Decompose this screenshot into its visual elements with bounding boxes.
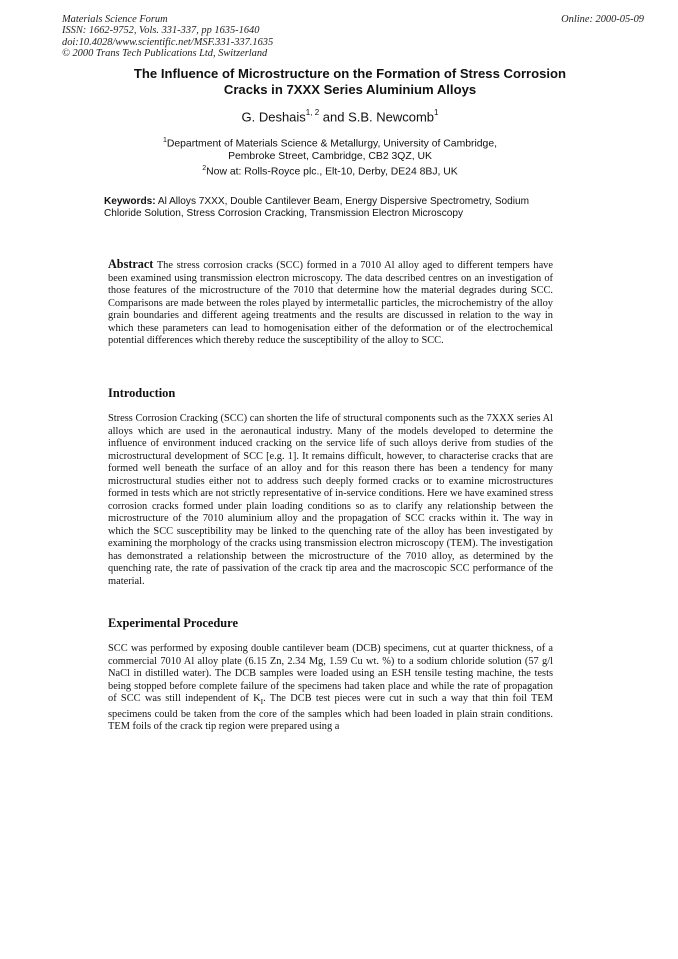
abstract: [108, 258, 553, 348]
affiliation-2: [100, 163, 560, 179]
affiliation-2-line-1: Now at: Rolls-Royce plc., Elt-10, Derby, DE24 8BJ, UK: [206, 166, 458, 178]
affiliation-2-number: 2: [202, 165, 207, 172]
experimental-text-part-1: SCC was performed by exposing double cantilever beam (DCB) specimens, cut at quarter thickness, of a commercial 7010 Al alloy plate (6.15 Zn, 2.34 Mg, 1.59 Cu wt. %) to a sodium chloride solution (57 g/l NaCl in distilled water). The DCB samples were loaded using an ESH tensile testing machine, the tests being stopped before complete failure of the specimens had taken place and while the rate of propagation of SCC was still independent of K: [108, 643, 553, 704]
abstract-text: The stress corrosion cracks (SCC) formed in a 7010 Al alloy aged to different tempers have been examined using transmission electron microscopy. The data described centres on an investigation of those features of the microstructure of the 7010 that determine how the material degrades during SCC. Comparisons are made between the roles played by intermetallic particles, the microchemistry of the alloy grain boundaries and different ageing treatments and the results are discussed in relation to the way in which these parameters can lead to homogenisation either of the deformation or of the electrochemical potential differences which thereby reduce the susceptibility of the alloy to SCC.: [108, 260, 553, 346]
title-line-2: Cracks in 7XXX Series Aluminium Alloys: [223, 81, 477, 97]
author-separator: and: [319, 109, 349, 125]
journal-name: Materials Science Forum: [62, 14, 168, 25]
online-date: Online: 2000-05-09: [561, 14, 644, 25]
title-line-1: The Influence of Microstructure on the Formation of Stress Corrosion: [133, 66, 567, 81]
paper-title: [90, 66, 610, 97]
keywords-text: Al Alloys 7XXX, Double Cantilever Beam, Energy Dispersive Spectrometry, Sodium Chloride Solution, Stress Corrosion Cracking, Transmission Electron Microscopy: [104, 196, 530, 220]
author-deshais: G. Deshais: [241, 109, 306, 125]
author-list: [90, 109, 590, 124]
keywords-label: Keywords:: [104, 196, 156, 207]
affiliation-1-line-2: Pembroke Street, Cambridge, CB2 3QZ, UK: [228, 150, 432, 162]
keywords: [104, 196, 554, 221]
experimental-text: [108, 643, 553, 734]
experimental-heading: Experimental Procedure: [108, 616, 238, 630]
experimental-subscript: I: [260, 697, 264, 707]
introduction-text: Stress Corrosion Cracking (SCC) can shorten the life of structural components such as the 7XXX series Al alloys which are used in the aeronautical industry. Many of the models developed to determine the influence of environment induced cracking on the service life of such alloys derive from studies of the microstructural development of SCC [e.g. 1]. It remains difficult, however, to characterise cracks that are formed well beneath the surface of an alloy and for this reason there has been a tendency for many microstructural studies either not to address such deeply formed cracks or to examine microstructures formed in tests which are not strictly representative of in-service conditions. Here we have examined stress corrosion cracks formed under plain loading conditions so as to clarify any relationship between the microstructure of the 7010 aluminium alloy and the propagation of SCC cracks within it. The way in which the SCC susceptibility may be linked to the quenching rate of the alloy has been investigated by examining the morphology of the cracks using transmission electron microscopy (TEM). The investigation has demonstrated a relationship between the microstructure of the 7010 alloy, as determined by the quenching rate, the rate of passivation of the crack tip area and the macroscopic SCC performance of the material.: [108, 413, 553, 587]
issn-line: ISSN: 1662-9752, Vols. 331-337, pp 1635-1640: [62, 25, 260, 37]
doi-line[interactable]: doi:10.4028/www.scientific.net/MSF.331-337.1635: [62, 36, 274, 48]
affiliation-1-line-1: Department of Materials Science & Metallurgy, University of Cambridge,: [166, 138, 498, 150]
experimental-text-part-2: . The DCB test pieces were cut in such a way that thin foil TEM specimens could be taken from the core of the samples which had been loaded in plain strain conditions. TEM foils of the crack tip region were prepared using a: [108, 693, 553, 733]
introduction-heading: Introduction: [108, 386, 176, 400]
affiliation-1: [100, 135, 560, 163]
affiliation-1-number: 1: [162, 137, 167, 144]
copyright-line: © 2000 Trans Tech Publications Ltd, Switzerland: [62, 48, 268, 60]
abstract-label: Abstract: [108, 257, 154, 271]
author-deshais-affiliation: 1, 2: [305, 108, 320, 117]
author-newcomb: S.B. Newcomb: [348, 109, 435, 125]
author-newcomb-affiliation: 1: [434, 108, 439, 117]
journal-header: [62, 14, 362, 60]
